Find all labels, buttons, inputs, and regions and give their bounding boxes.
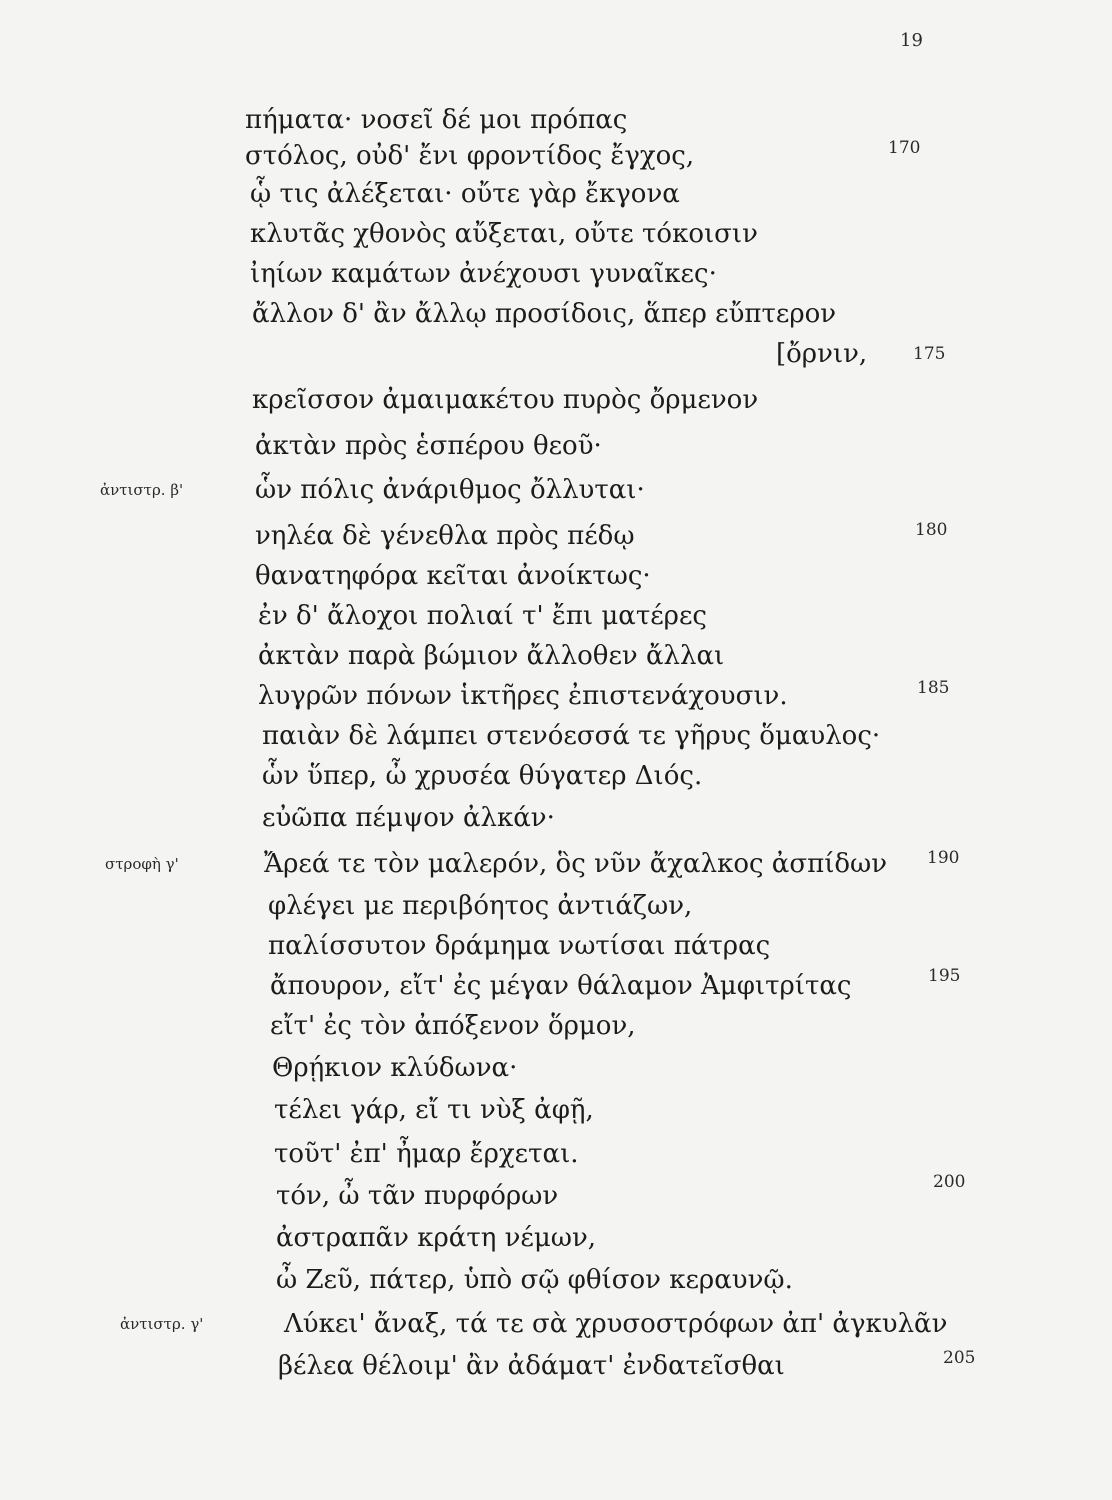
verse-line	[0, 756, 1112, 796]
verse-text: ὧν ὕπερ, ὦ χρυσέα θύγατερ Διός.	[262, 761, 703, 791]
verse-line	[0, 886, 1112, 926]
line-number: 200	[933, 1172, 966, 1192]
verse-text: παλίσσυτον δράμημα νωτίσαι πάτρας	[268, 931, 771, 961]
verse-text: παιὰν δὲ λάμπει στενόεσσά τε γῆρυς ὅμαυλος·	[262, 721, 881, 751]
verse-text: ἄλλον δ' ἂν ἄλλῳ προσίδοις, ἅπερ εὔπτερον	[252, 299, 837, 329]
verse-text: λυγρῶν πόνων ἱκτῆρες ἐπιστενάχουσιν.	[258, 681, 788, 711]
verse-text: ἐν δ' ἄλοχοι πολιαί τ' ἔπι ματέρες	[258, 601, 707, 631]
verse-text: τόν, ὦ τᾶν πυρφόρων	[276, 1181, 559, 1211]
verse-line	[0, 334, 1112, 374]
verse-line	[0, 1090, 1112, 1130]
line-number: 190	[927, 848, 960, 868]
strophe-label: ἀντιστρ. γ'	[120, 1315, 204, 1333]
verse-line	[0, 844, 1112, 884]
verse-text: ὧν πόλις ἀνάριθμος ὄλλυται·	[255, 475, 645, 505]
verse-text: φλέγει με περιβόητος ἀντιάζων,	[268, 891, 693, 921]
verse-line	[0, 214, 1112, 254]
verse-line	[0, 1260, 1112, 1300]
verse-line	[0, 294, 1112, 334]
verse-text: Θρῄκιον κλύδωνα·	[272, 1053, 518, 1083]
verse-text: κλυτᾶς χθονὸς αὔξεται, οὔτε τόκοισιν	[250, 219, 758, 249]
line-number: 180	[915, 520, 948, 540]
verse-text: κρεῖσσον ἀμαιμακέτου πυρὸς ὄρμενον	[252, 385, 759, 415]
line-number: 205	[943, 1348, 976, 1368]
verse-line	[0, 716, 1112, 756]
verse-line	[0, 426, 1112, 466]
verse-line	[0, 254, 1112, 294]
verse-text: [ὄρνιν,	[776, 339, 868, 369]
verse-text: Ἄρεά τε τὸν μαλερόν, ὃς νῦν ἄχαλκος ἀσπίδων	[264, 849, 888, 879]
verse-line	[0, 470, 1112, 510]
verse-line	[0, 1172, 1112, 1216]
verse-text: πήματα· νοσεῖ δέ μοι πρόπας	[245, 105, 628, 135]
verse-text: τοῦτ' ἐπ' ἦμαρ ἔρχεται.	[274, 1139, 579, 1169]
strophe-label: ἀντιστρ. β'	[100, 481, 184, 499]
line-number: 185	[917, 678, 950, 698]
verse-line	[0, 100, 1112, 140]
strophe-label: στροφὴ γ'	[105, 855, 179, 873]
verse-text: εὐῶπα πέμψον ἀλκάν·	[262, 803, 555, 833]
verse-line	[0, 174, 1112, 214]
verse-text: ἀκτὰν παρὰ βώμιον ἄλλοθεν ἄλλαι	[258, 641, 725, 671]
line-number: 175	[913, 344, 946, 364]
verse-text: τέλει γάρ, εἴ τι νὺξ ἀφῇ,	[274, 1095, 594, 1125]
line-number: 170	[888, 138, 921, 158]
verse-text: ἀστραπᾶν κράτη νέμων,	[276, 1223, 597, 1253]
verse-line	[0, 1218, 1112, 1258]
verse-line	[0, 380, 1112, 420]
page-number: 19	[900, 30, 923, 51]
verse-text: εἴτ' ἐς τὸν ἀπόξενον ὅρμον,	[270, 1011, 636, 1041]
verse-line	[0, 676, 1112, 716]
verse-line	[0, 1048, 1112, 1088]
verse-text: βέλεα θέλοιμ' ἂν ἀδάματ' ἐνδατεῖσθαι	[278, 1351, 785, 1381]
line-number: 195	[928, 966, 961, 986]
verse-text: νηλέα δὲ γένεθλα πρὸς πέδῳ	[255, 521, 635, 551]
verse-line	[0, 136, 1112, 176]
verse-line	[0, 1006, 1112, 1046]
verse-text: ἰηίων καμάτων ἀνέχουσι γυναῖκες·	[250, 259, 717, 289]
verse-text: Λύκει' ἄναξ, τά τε σὰ χρυσοστρόφων ἀπ' ἀγκυλᾶν	[284, 1309, 948, 1339]
verse-line	[0, 596, 1112, 636]
verse-line	[0, 798, 1112, 838]
verse-line	[0, 556, 1112, 596]
verse-text: θανατηφόρα κεῖται ἀνοίκτως·	[255, 561, 651, 591]
verse-text: ᾧ τις ἀλέξεται· οὔτε γὰρ ἔκγονα	[250, 179, 680, 209]
verse-line	[0, 966, 1112, 1006]
verse-text: ἄπουρον, εἴτ' ἐς μέγαν θάλαμον Ἀμφιτρίτας	[270, 971, 852, 1001]
verse-text: στόλος, οὐδ' ἔνι φροντίδος ἔγχος,	[245, 141, 695, 171]
verse-line	[0, 516, 1112, 556]
verse-line	[0, 1346, 1112, 1386]
verse-text: ὦ Ζεῦ, πάτερ, ὑπὸ σῷ φθίσον κεραυνῷ.	[276, 1265, 793, 1295]
verse-text: ἀκτὰν πρὸς ἑσπέρου θεοῦ·	[255, 431, 602, 461]
